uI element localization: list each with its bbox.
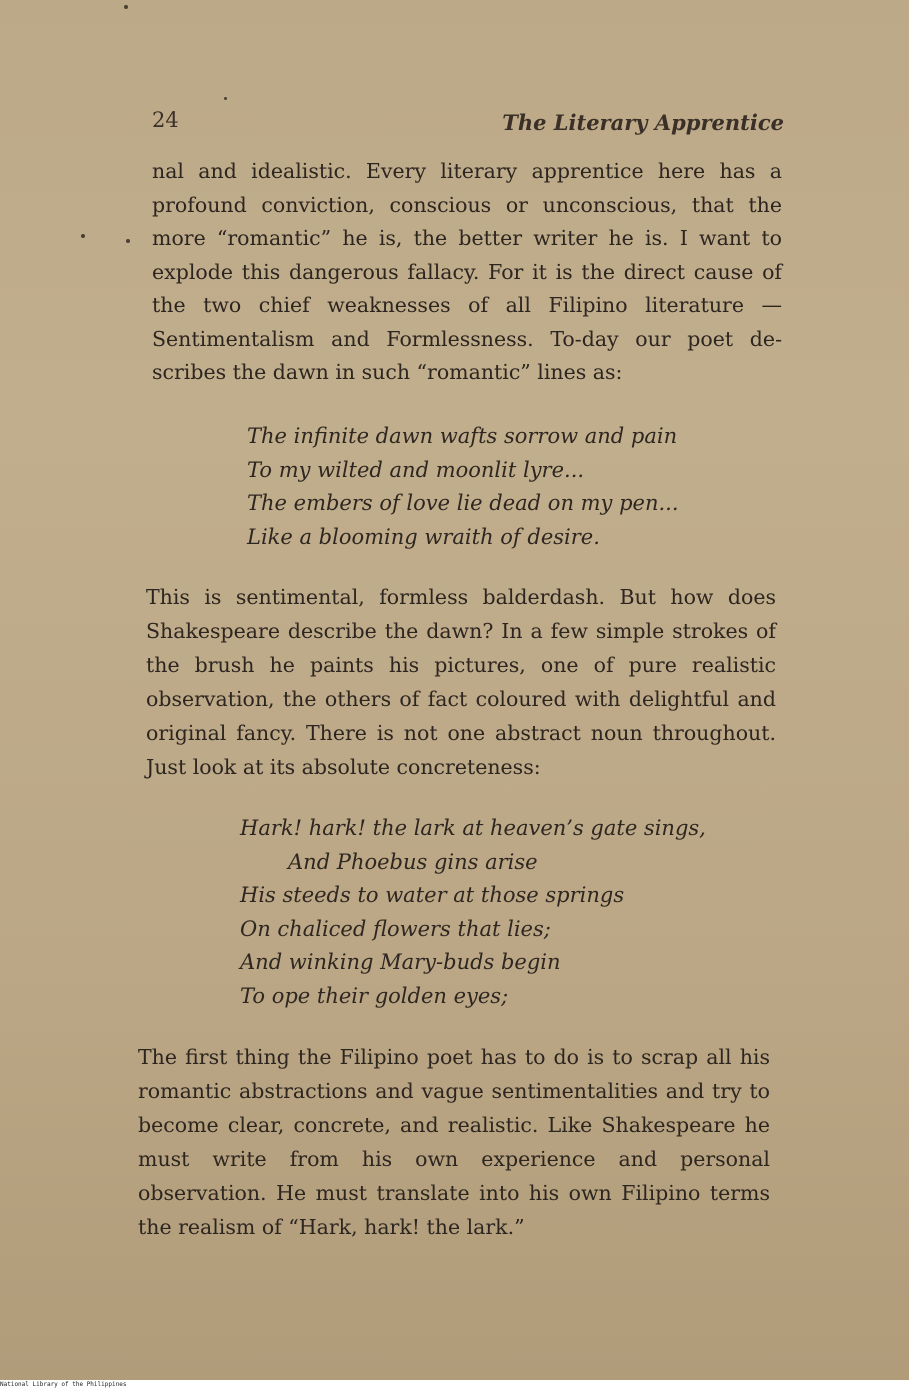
poem-line: To my wilted and moonlit lyre... [247,457,585,482]
paragraph-conclusion: The first thing the Filipino poet has to do is to scrap all his romantic abstractions and vague sentimentalities and try to become clear, concrete, and realistic. Like Shakespeare he must write from his own experience and personal observation. He must translate into his own Filipino terms the realism of “Hark, hark! the lark.” [138,1045,770,1239]
poem-line: His steeds to water at those springs [240,883,625,907]
poem-line: And winking Mary-buds begin [240,950,561,974]
poem-line: The infinite dawn wafts sorrow and pain [247,424,678,448]
poem-line: On chaliced flowers that lies; [240,916,551,941]
paragraph-shakespeare: This is sentimental, formless balderdash. But how does Shakespeare describe the dawn? In a few simple strokes of the brush he paints his pictures, one of pure realistic observation, the others of fact coloured with delightful and original fancy. There is not one abstract noun throughout. Just look at its absolute concreteness: [146,585,776,779]
poem-line: And Phoebus gins arise [288,849,538,874]
paragraph-intro: nal and idealistic. Every literary apprentice here has a profound conviction, conscious or unconscious, that the more “romantic” he is, the better writer he is. I want to explode this dangerous fallacy. For it is the direct cause of the two chief weaknesses of all Filipino literature —Sentimentalism and Formlessness. To-day our poet describes the dawn in such “romantic” lines as: [152,159,782,384]
page-header [152,108,784,138]
running-title: The Literary Apprentice [502,110,784,135]
poem-romantic-dawn [247,420,679,554]
library-credit: National Library of the Philippines [0,1381,127,1388]
page-number: 24 [152,108,179,132]
poem-hark-the-lark [240,812,706,1013]
paper-speck [124,5,128,9]
paper-speck [224,97,227,100]
poem-line: Hark! hark! the lark at heaven’s gate sings, [240,816,706,840]
paper-speck [81,234,85,238]
paper-speck [126,239,130,243]
poem-line: The embers of love lie dead on my pen... [247,491,679,515]
footer-strip [0,1380,909,1388]
poem-line: To ope their golden eyes; [240,983,509,1008]
poem-line: Like a blooming wraith of desire. [247,524,600,549]
